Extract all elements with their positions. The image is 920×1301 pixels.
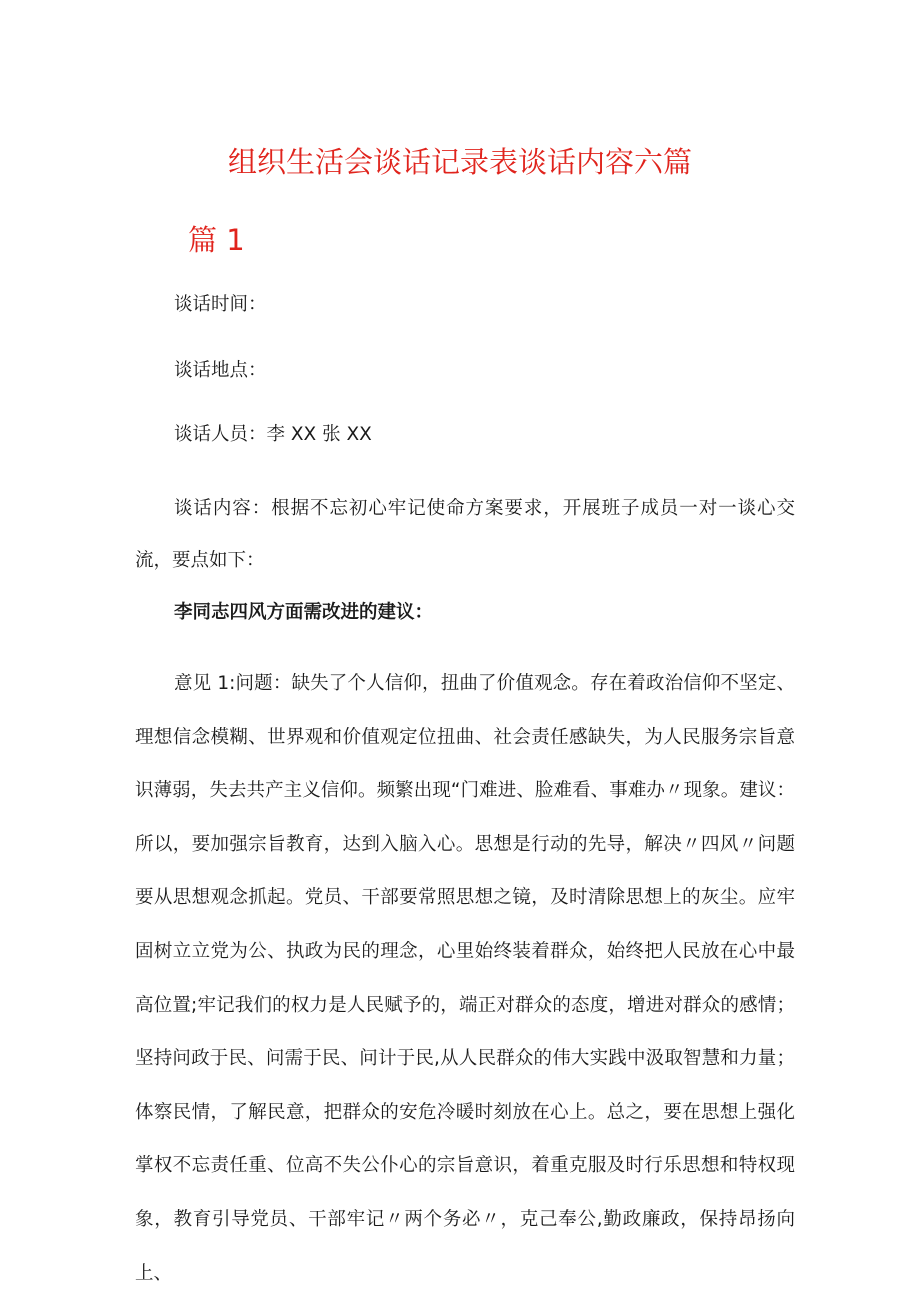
meta-place: 谈话地点： <box>174 360 267 381</box>
meta-time: 谈话时间： <box>174 294 267 315</box>
content-intro-paragraph: 谈话内容：根据不忘初心牢记使命方案要求，开展班子成员一对一谈心交流，要点如下： <box>135 498 795 571</box>
document-title: 组织生活会谈话记录表谈话内容六篇 <box>227 145 692 179</box>
meta-people: 谈话人员：李 XX 张 XX <box>174 424 372 445</box>
opinion-paragraph: 意见 1:问题：缺失了个人信仰，扭曲了价值观念。存在着政治信仰不坚定、理想信念模糊、世界观和价值观定位扭曲、社会责任感缺失，为人民服务宗旨意识薄弱，失去共产主义信仰。频繁出现“门难进、脸难看、事难办〃现象。建议：所以，要加强宗旨教育，达到入脑入心。思想是行动的先导，解决〃四风〃问题要从思想观念抓起。党员、干部要常照思想之镜，及时清除思想上的灰尘。应牢固树立立党为公、执政为民的理念，心里始终装着群众，始终把人民放在心中最高位置;牢记我们的权力是人民赋予的，端正对群众的态度，增进对群众的感情；坚持问政于民、问需于民、问计于民,从人民群众的伟大实践中汲取智慧和力量；体察民情，了解民意，把群众的安危冷暖时刻放在心上。总之，要在思想上强化掌权不忘责任重、位高不失公仆心的宗旨意识，着重克服及时行乐思想和特权现象，教育引导党员、干部牢记〃两个务必〃，克己奉公,勤政廉政，保持昂扬向上、 <box>135 673 795 1284</box>
suggestions-subheading: 李同志四风方面需改进的建议： <box>174 602 434 623</box>
section-heading: 篇 1 <box>188 223 245 257</box>
